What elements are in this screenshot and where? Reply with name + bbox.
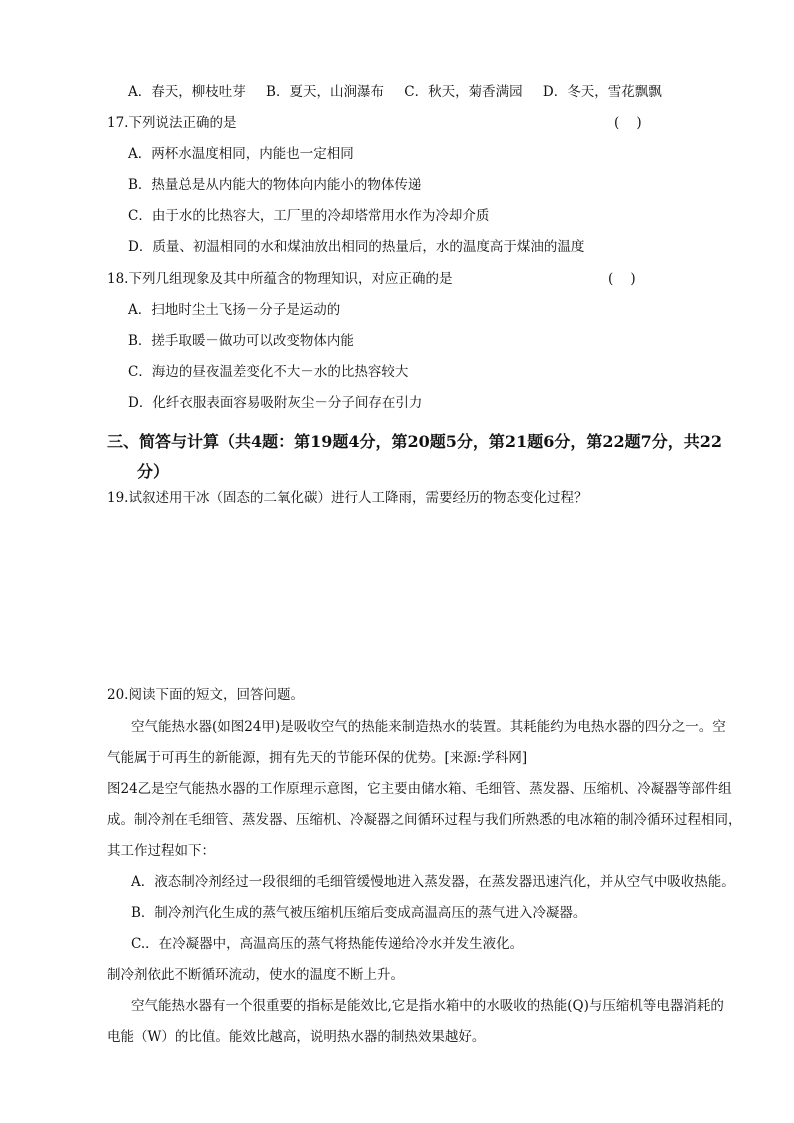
- q17-option-c: C．由于水的比热容大，工厂里的冷却塔常用水作为冷却介质: [128, 208, 490, 224]
- q17-answer-paren: ( ): [614, 115, 642, 131]
- q16-options: [128, 83, 678, 101]
- q18-answer-paren: ( ): [608, 271, 636, 287]
- q20-para4-line2: 电能（W）的比值。能效比越高，说明热水器的制热效果越好。: [107, 1029, 486, 1045]
- q16-option-c: C．秋天，菊香满园: [404, 84, 523, 100]
- q17-option-d: D．质量、初温相同的水和煤油放出相同的热量后，水的温度高于煤油的温度: [128, 239, 585, 255]
- q20-para3: 制冷剂依此不断循环流动，使水的温度不断上升。: [107, 967, 404, 983]
- q16-option-d: D．冬天，雪花飘飘: [542, 84, 662, 100]
- q20-step-c: C.．在冷凝器中，高温高压的蒸气将热能传递给冷水并发生液化。: [131, 936, 524, 952]
- q20-step-a: A．液态制冷剂经过一段很细的毛细管缓慢地进入蒸发器，在蒸发器迅速汽化，并从空气中吸收热能。: [131, 874, 735, 890]
- q20-para1-line1: 空气能热水器(如图24甲)是吸收空气的热能来制造热水的装置。其耗能约为电热水器的四分之一。空: [131, 719, 726, 735]
- q18-stem: 18.下列几组现象及其中所蕴含的物理知识，对应正确的是: [107, 271, 453, 287]
- q18-option-b: B．搓手取暖－做功可以改变物体内能: [128, 333, 354, 349]
- q20-para2-line1: 图24乙是空气能热水器的工作原理示意图，它主要由储水箱、毛细管、蒸发器、压缩机、冷凝器等部件组: [107, 781, 732, 797]
- q18-option-a: A．扫地时尘土飞扬－分子是运动的: [128, 302, 341, 318]
- q20-para2-line3: 其工作过程如下：: [107, 843, 215, 859]
- q17-stem: 17.下列说法正确的是: [107, 115, 237, 131]
- q19-stem: 19.试叙述用干冰（固态的二氧化碳）进行人工降雨，需要经历的物态变化过程？: [107, 490, 588, 506]
- q18-option-d: D．化纤衣服表面容易吸附灰尘－分子间存在引力: [128, 395, 423, 411]
- q16-option-b: B．夏天，山涧瀑布: [266, 84, 384, 100]
- q18-option-c: C．海边的昼夜温差变化不大－水的比热容较大: [128, 364, 409, 380]
- section-3-heading: [107, 427, 769, 487]
- q20-step-b: B．制冷剂汽化生成的蒸气被压缩机压缩后变成高温高压的蒸气进入冷凝器。: [131, 905, 587, 921]
- section-3-heading-line1: 三、简答与计算（共4题：第19题4分，第20题5分，第21题6分，第22题7分，共22: [107, 432, 722, 451]
- q17-option-a: A．两杯水温度相同，内能也一定相同: [128, 146, 354, 162]
- section-3-heading-line2: 分）: [137, 462, 170, 481]
- q20-para2-line2: 成。制冷剂在毛细管、蒸发器、压缩机、冷凝器之间循环过程与我们所熟悉的电冰箱的制冷循环过程相同，: [107, 812, 742, 828]
- q20-stem: 20.阅读下面的短文，回答问题。: [107, 687, 304, 703]
- q20-para4-line1: 空气能热水器有一个很重要的指标是能效比,它是指水箱中的水吸收的热能(Q)与压缩机等电器消耗的: [131, 998, 724, 1014]
- q16-option-a: A．春天，柳枝吐芽: [128, 84, 246, 100]
- q20-para1-line2: 气能属于可再生的新能源，拥有先天的节能环保的优势。[来源:学科网]: [107, 750, 528, 766]
- q17-option-b: B．热量总是从内能大的物体向内能小的物体传递: [128, 177, 422, 193]
